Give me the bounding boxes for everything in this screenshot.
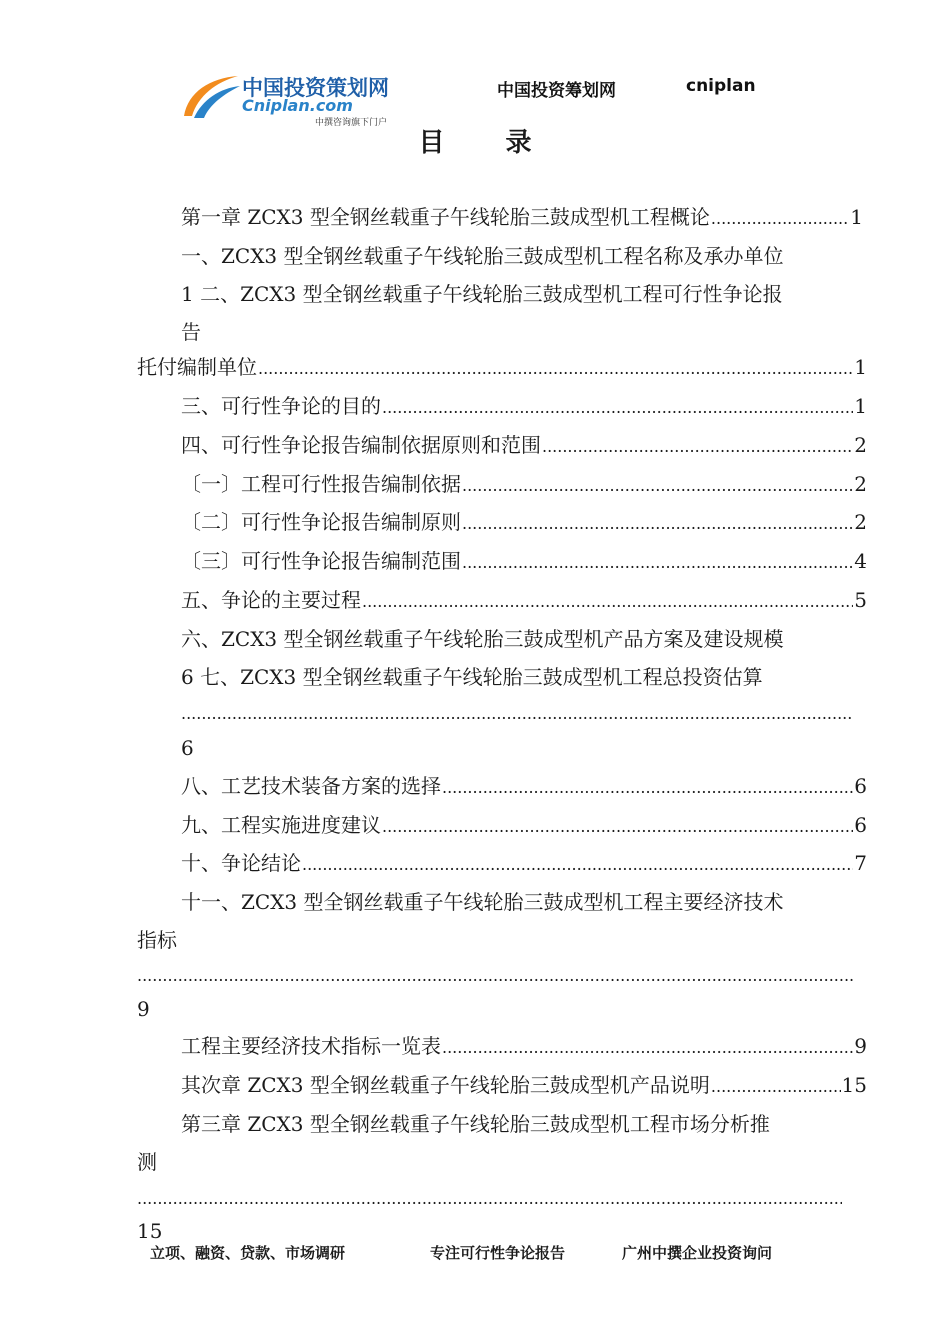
toc-leader-dots (137, 960, 853, 988)
footer-center-text: 专注可行性争论报告 (430, 1244, 566, 1262)
toc-entry-page: 2 (854, 433, 867, 457)
toc-entry-label: 工程主要经济技术指标一览表 (181, 1034, 441, 1058)
toc-entry[interactable] (181, 772, 867, 800)
toc-entry[interactable] (181, 508, 867, 536)
toc-entry-page: 2 (854, 510, 867, 534)
toc-leader-dots (362, 586, 853, 616)
toc-entry[interactable]: 一、ZCX3 型全钢丝载重子午线轮胎三鼓成型机工程名称及承办单位 (181, 244, 784, 268)
toc-leader-dots (711, 1071, 841, 1101)
toc-entry[interactable] (181, 1071, 867, 1099)
toc-leader-dots (302, 849, 853, 879)
toc-entry-page: 15 (137, 1219, 163, 1243)
toc-entry[interactable] (181, 811, 867, 839)
toc-entry-page: 15 (841, 1073, 867, 1097)
toc-leader-dots (258, 353, 853, 383)
toc-entry-page: 6 (854, 813, 867, 837)
toc-leader-dots (442, 772, 853, 802)
toc-entry[interactable]: 1 二、ZCX3 型全钢丝载重子午线轮胎三鼓成型机工程可行性争论报 (181, 282, 783, 306)
toc-entry[interactable] (181, 203, 863, 231)
toc-leader-dots (462, 508, 853, 538)
header-site-name: 中国投资筹划网 (497, 81, 616, 101)
toc-entry[interactable] (181, 470, 867, 498)
toc-entry[interactable]: 十一、ZCX3 型全钢丝载重子午线轮胎三鼓成型机工程主要经济技术 (181, 890, 784, 914)
header-site-domain: cniplan (686, 76, 756, 96)
toc-entry-label: 四、可行性争论报告编制依据原则和范围 (181, 433, 541, 457)
toc-entry-label: 十、争论结论 (181, 851, 301, 875)
toc-entry-label: 八、工艺技术装备方案的选择 (181, 774, 441, 798)
toc-entry-label: 〔二〕可行性争论报告编制原则 (181, 510, 461, 534)
toc-entry-page: 9 (854, 1034, 867, 1058)
toc-entry-label: 托付编制单位 (137, 355, 257, 379)
toc-entry[interactable] (181, 431, 867, 459)
toc-leader-dots (711, 203, 849, 233)
toc-entry[interactable] (181, 547, 867, 575)
toc-entry-page: 4 (854, 549, 867, 573)
toc-entry-page: 1 (854, 394, 867, 418)
toc-entry-page: 1 (854, 355, 867, 379)
toc-leader-dots (442, 1032, 853, 1062)
toc-leader-dots (542, 431, 853, 461)
toc-entry-page: 9 (137, 997, 150, 1021)
toc-entry[interactable] (181, 392, 867, 420)
footer-right-text: 广州中撰企业投资询问 (622, 1244, 773, 1262)
toc-entry-continuation: 告 (181, 320, 201, 344)
toc-entry-label: 九、工程实施进度建议 (181, 813, 381, 837)
toc-entry[interactable]: 六、ZCX3 型全钢丝载重子午线轮胎三鼓成型机产品方案及建设规模 (181, 627, 784, 651)
toc-entry-label: 三、可行性争论的目的 (181, 394, 381, 418)
logo (180, 70, 410, 130)
toc-entry[interactable] (181, 586, 867, 614)
toc-entry-page: 6 (181, 736, 194, 760)
toc-entry-continuation: 测 (137, 1150, 157, 1174)
logo-chinese-name: 中国投资策划网 (242, 76, 389, 100)
toc-entry[interactable] (137, 353, 867, 381)
toc-entry-label: 〔三〕可行性争论报告编制范围 (181, 549, 461, 573)
page-title: 目 录 (418, 128, 558, 158)
toc-entry-page: 1 (850, 205, 863, 229)
toc-entry-page: 2 (854, 472, 867, 496)
toc-leader-dots (382, 392, 853, 422)
toc-entry[interactable] (181, 849, 867, 877)
logo-swoosh-icon (180, 72, 242, 122)
toc-entry-label: 第一章 ZCX3 型全钢丝载重子午线轮胎三鼓成型机工程概论 (181, 205, 710, 229)
logo-subtitle: 中撰咨询旗下门户 (315, 118, 388, 128)
toc-entry-label: 其次章 ZCX3 型全钢丝载重子午线轮胎三鼓成型机产品说明 (181, 1073, 710, 1097)
footer-left-text: 立项、融资、贷款、市场调研 (150, 1244, 346, 1262)
toc-leader-dots (137, 1183, 842, 1211)
toc-entry-page: 6 (854, 774, 867, 798)
toc-leader-dots (181, 698, 851, 726)
toc-leader-dots (462, 470, 853, 500)
toc-entry-label: 〔一〕工程可行性报告编制依据 (181, 472, 461, 496)
toc-entry-page: 7 (854, 851, 867, 875)
toc-entry-continuation: 指标 (137, 928, 177, 952)
toc-entry[interactable] (181, 1032, 867, 1060)
toc-entry-page: 5 (854, 588, 867, 612)
toc-leader-dots (462, 547, 853, 577)
toc-entry[interactable]: 6 七、ZCX3 型全钢丝载重子午线轮胎三鼓成型机工程总投资估算 (181, 665, 763, 689)
toc-leader-dots (382, 811, 853, 841)
toc-entry-label: 五、争论的主要过程 (181, 588, 361, 612)
toc-entry[interactable]: 第三章 ZCX3 型全钢丝载重子午线轮胎三鼓成型机工程市场分析推 (181, 1112, 770, 1136)
logo-english-name: Cniplan.com (242, 96, 353, 115)
